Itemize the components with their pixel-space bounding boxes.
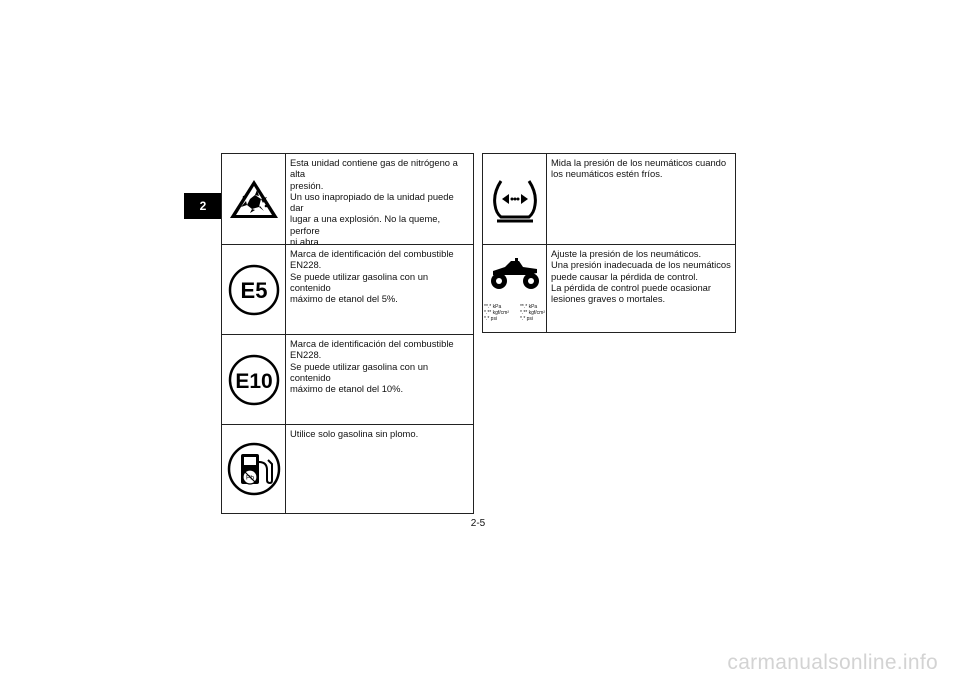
- unleaded-fuel-icon: [222, 425, 286, 513]
- e10-fuel-icon: [222, 335, 286, 424]
- label-row-tire-pressure: [483, 154, 735, 244]
- watermark: carmanualsonline.info: [727, 651, 938, 674]
- rear-pressure-values: **.* kPa *.** kgf/cm² *.* psi: [519, 304, 545, 322]
- label-row-unleaded: [222, 424, 473, 513]
- right-label-table: [482, 153, 736, 333]
- chapter-tab: 2: [184, 193, 222, 219]
- unleaded-fuel-text: Utilice solo gasolina sin plomo.: [290, 428, 419, 439]
- tire-pressure-text: Mida la presión de los neumáticos cuando los neumáticos estén fríos.: [551, 157, 727, 180]
- left-label-table: [221, 153, 474, 514]
- e10-fuel-text: Marca de identificación del combustible EN228. Se puede utilizar gasolina con un contenido máximo de etanol del 10%.: [290, 338, 454, 395]
- label-row-e5: [222, 244, 473, 334]
- svg-text:E10: E10: [234, 369, 273, 393]
- explosion-warning-text: Esta unidad contiene gas de nitrógeno a alta presión. Un uso inapropiado de la unidad puede dar lugar a una explosión. No la queme, perfore ni abra.: [290, 157, 458, 248]
- label-row-e10: [222, 334, 473, 424]
- atv-tire-pressure-icon: [483, 245, 547, 332]
- front-pressure-values: **.* kPa *.** kgf/cm² *.* psi: [484, 304, 510, 322]
- label-row-atv-pressure: [483, 244, 735, 332]
- svg-text:E5: E5: [240, 277, 267, 303]
- label-row-explosion: [222, 154, 473, 248]
- pressure-legend: [484, 304, 545, 322]
- tire-pressure-icon: [483, 154, 547, 244]
- e5-fuel-text: Marca de identificación del combustible EN228. Se puede utilizar gasolina con un contenido máximo de etanol del 5%.: [290, 248, 454, 305]
- svg-text:Pb: Pb: [245, 474, 254, 482]
- explosion-warning-icon: [222, 154, 286, 244]
- atv-pressure-text: Ajuste la presión de los neumáticos. Una presión inadecuada de los neumáticos puede causar la pérdida de control. La pérdida de control puede ocasionar lesiones graves o mortales.: [551, 248, 731, 305]
- page-number: 2-5: [470, 518, 486, 529]
- e5-fuel-icon: [222, 245, 286, 334]
